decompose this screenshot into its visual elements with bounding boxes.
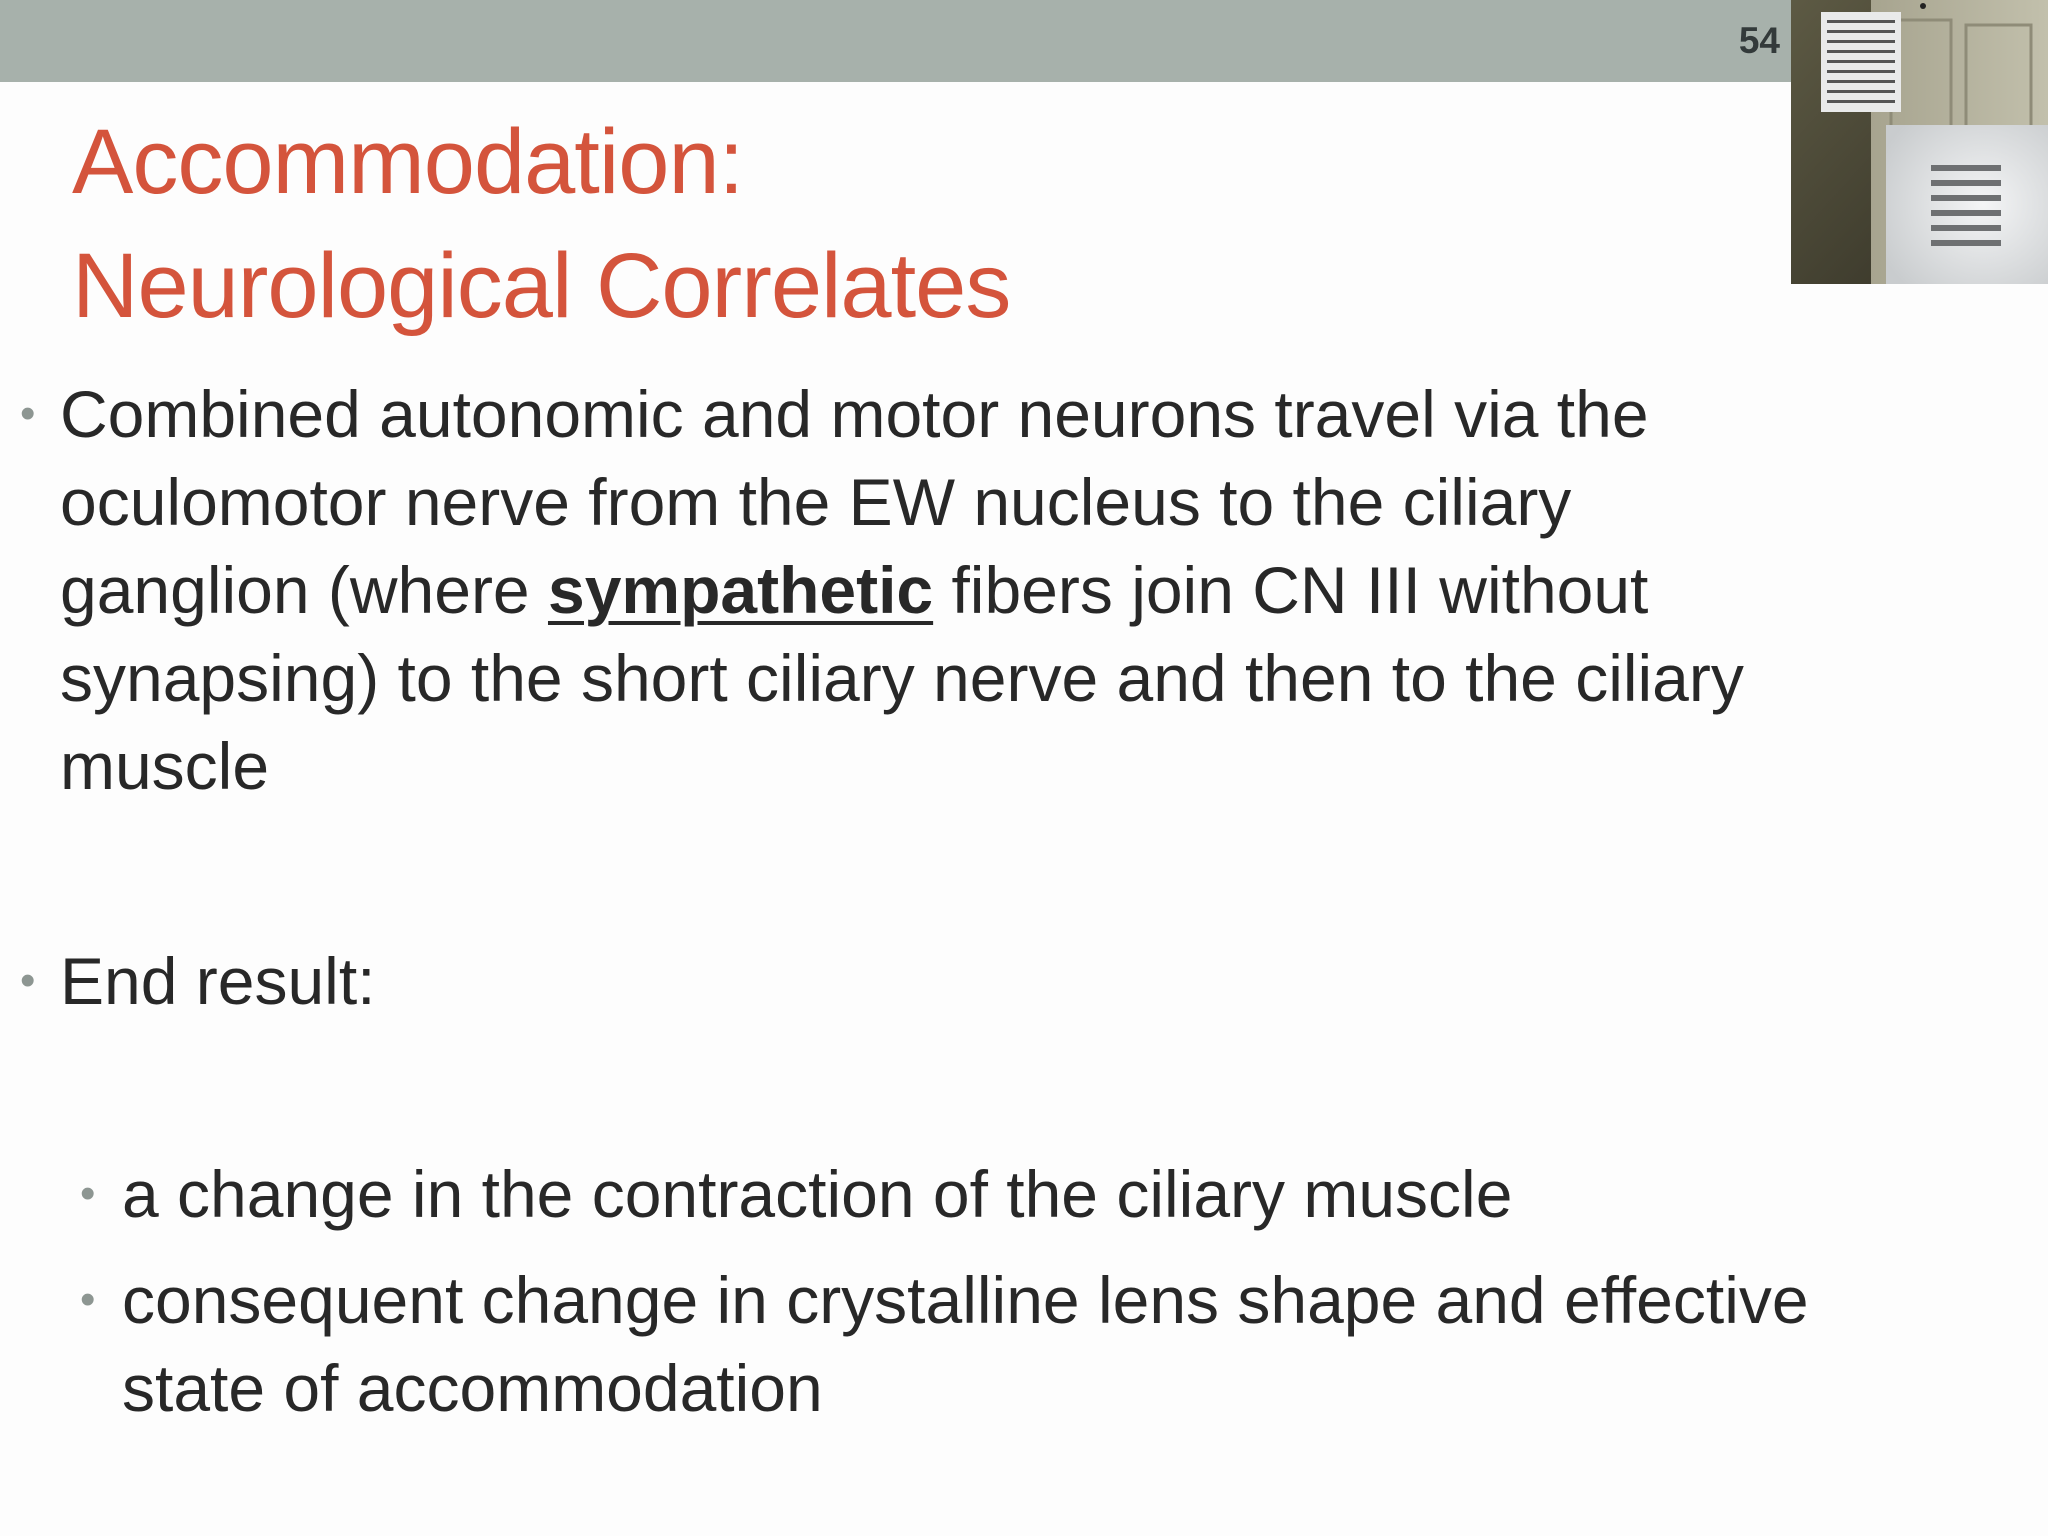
bullet-text-line: a change in the contraction of the ciliary muscle bbox=[122, 1157, 1513, 1231]
bullet-text-segment: fibers join CN III without bbox=[933, 553, 1649, 627]
bullet-dot-icon: • bbox=[20, 956, 36, 1005]
bullet-dot-icon: • bbox=[20, 389, 36, 438]
bullet-text-line bbox=[60, 546, 2000, 634]
bullet-item bbox=[20, 937, 1960, 1025]
sub-bullet-item bbox=[80, 1256, 2022, 1432]
bullet-dot-icon: • bbox=[80, 1169, 96, 1218]
webcam-image bbox=[1791, 0, 2048, 284]
slide-number: 54 bbox=[1738, 20, 1780, 61]
bullet-text-line: synapsing) to the short ciliary nerve and then to the ciliary bbox=[60, 641, 1744, 715]
bullet-dot-icon: • bbox=[80, 1275, 96, 1324]
bullet-item bbox=[20, 370, 2000, 810]
sub-bullet-item bbox=[80, 1150, 2002, 1238]
bullet-text-line: state of accommodation bbox=[122, 1351, 823, 1425]
bullet-text-line: Combined autonomic and motor neurons travel via the bbox=[60, 377, 1649, 451]
bullet-text-line: consequent change in crystalline lens shape and effective bbox=[122, 1263, 1809, 1337]
title-line-1: Accommodation: bbox=[72, 111, 744, 213]
slide-title bbox=[72, 100, 1010, 348]
bullet-text-line: oculomotor nerve from the EW nucleus to the ciliary bbox=[60, 465, 1572, 539]
bullet-text-line: End result: bbox=[60, 944, 376, 1018]
bullet-text-segment: ganglion (where bbox=[60, 553, 548, 627]
bullet-text-line: muscle bbox=[60, 729, 270, 803]
title-line-2: Neurological Correlates bbox=[72, 235, 1011, 337]
webcam-overlay bbox=[1791, 0, 2048, 284]
emphasized-term: sympathetic bbox=[547, 553, 934, 627]
